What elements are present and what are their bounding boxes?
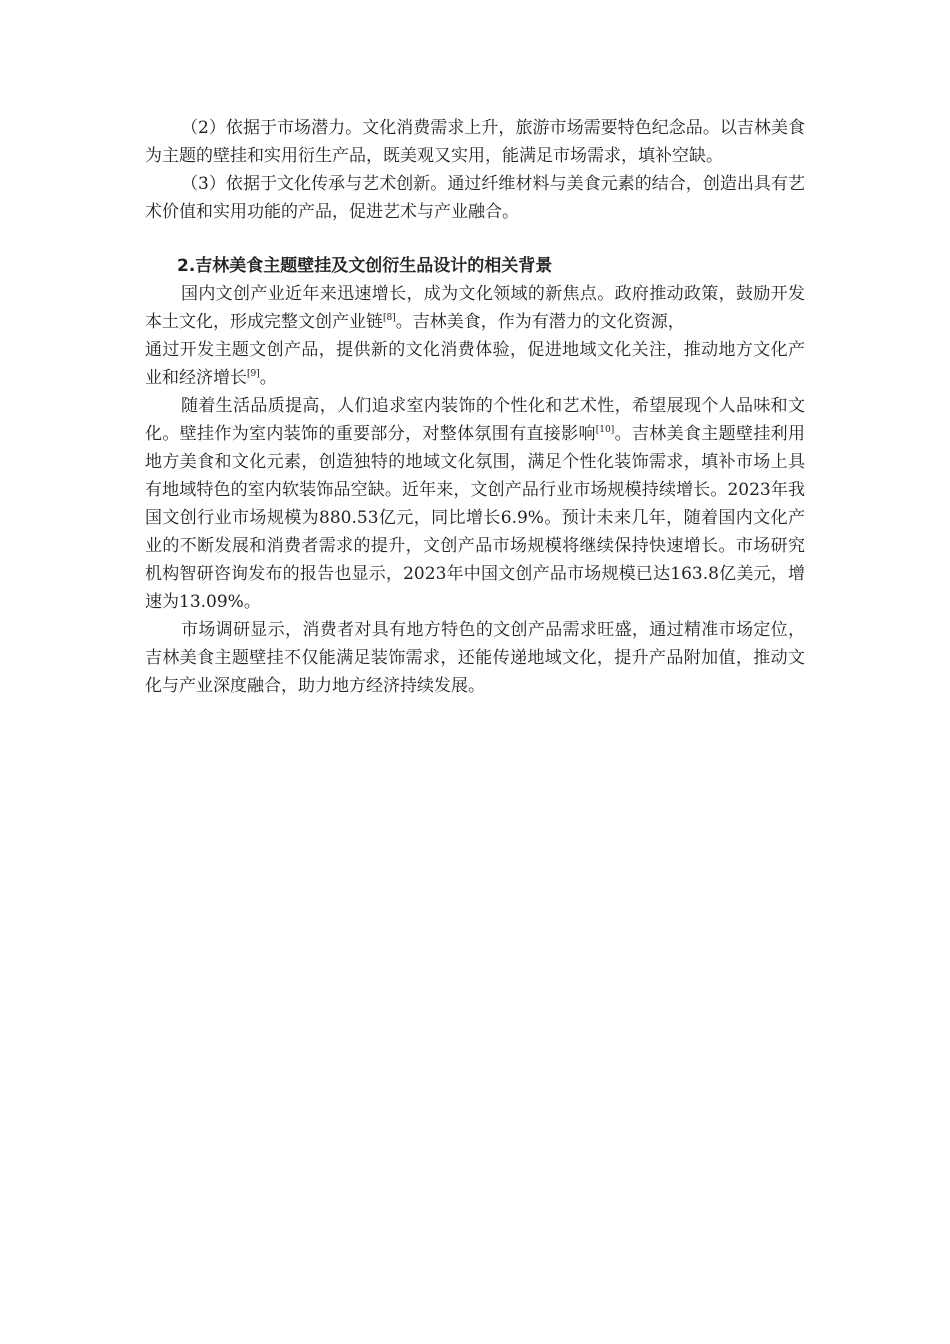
paragraph-industry-background: [145, 280, 805, 392]
document-body: [145, 114, 805, 700]
paragraph-industry-background-part-b: [145, 336, 805, 392]
paragraph-cultural-inheritance: （3）依据于文化传承与艺术创新。通过纤维材料与美食元素的结合，创造出具有艺术价值和实用功能的产品，促进艺术与产业融合。: [145, 174, 805, 222]
paragraph-interior-decoration: [145, 392, 805, 616]
text-run: 。: [259, 368, 277, 388]
section-heading: 2.吉林美食主题壁挂及文创衍生品设计的相关背景: [177, 256, 553, 276]
text-run: 通过开发主题文创产品，提供新的文化消费体验，促进地域文化关注，推动地方文化产业和经济增长: [145, 340, 805, 388]
paragraph-market-research: 市场调研显示，消费者对具有地方特色的文创产品需求旺盛，通过精准市场定位，吉林美食主题壁挂不仅能满足装饰需求，还能传递地域文化，提升产品附加值，推动文化与产业深度融合，助力地方经济持续发展。: [145, 620, 805, 696]
text-run: 。吉林美食，作为有潜力的文化资源，: [395, 312, 685, 332]
citation-ref-10: [10]: [595, 425, 615, 435]
citation-ref-8: [8]: [383, 313, 396, 323]
paragraph-market-potential: （2）依据于市场潜力。文化消费需求上升，旅游市场需要特色纪念品。以吉林美食为主题的壁挂和实用衍生产品，既美观又实用，能满足市场需求，填补空缺。: [145, 118, 805, 166]
text-run: 国内文创产业近年来迅速增长，成为文化领域的新焦点。政府推动政策，鼓励开发本土文化，形成完整文创产业链: [145, 284, 805, 332]
citation-ref-9: [9]: [247, 369, 260, 379]
text-run: 随着生活品质提高，人们追求室内装饰的个性化和艺术性，希望展现个人品味和文化。壁挂作为室内装饰的重要部分，对整体氛围有直接影响: [145, 396, 805, 444]
text-run: 。吉林美食主题壁挂利用地方美食和文化元素，创造独特的地域文化氛围，满足个性化装饰需求，填补市场上具有地域特色的室内软装饰品空缺。近年来，文创产品行业市场规模持续增长。2023年我国文创行业市场规模为880.53亿元，同比增长6.9%。预计未来几年，随着国内文化产业的不断发展和消费者需求的提升，文创产品市场规模将继续保持快速增长。市场研究机构智研咨询发布的报告也显示，2023年中国文创产品市场规模已达163.8亿美元，增速为13.09%。: [145, 424, 806, 612]
paragraph-industry-background-part-a: [145, 280, 805, 336]
